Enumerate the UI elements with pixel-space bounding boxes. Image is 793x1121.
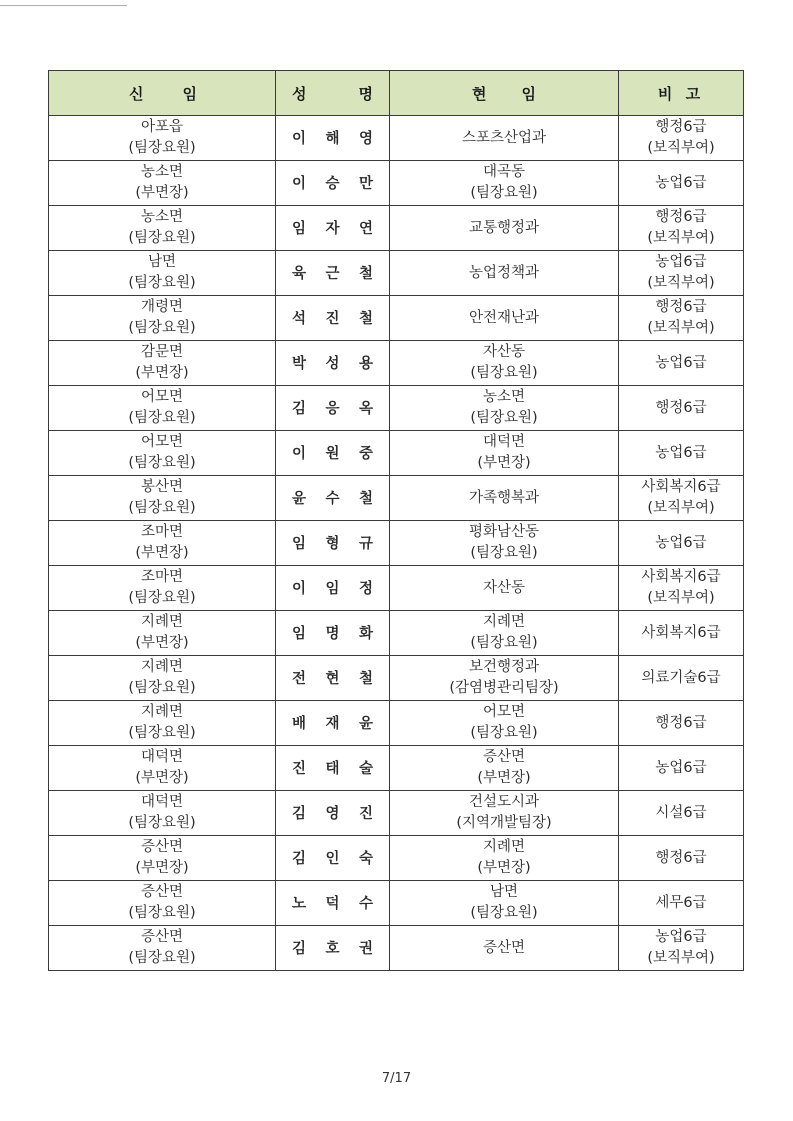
remarks-cell-line: 행정6급 bbox=[655, 399, 707, 416]
table-row bbox=[49, 386, 744, 431]
name-char: 영 bbox=[358, 129, 373, 147]
current-post-cell bbox=[390, 701, 619, 746]
name-char: 김 bbox=[292, 804, 307, 822]
current-post-cell bbox=[390, 206, 619, 251]
new-post-cell-line: 어모면 bbox=[140, 389, 184, 405]
current-post-cell bbox=[390, 881, 619, 926]
name-cell bbox=[276, 476, 390, 521]
name-cell bbox=[276, 701, 390, 746]
new-post-cell-line: (부면장) bbox=[135, 545, 189, 561]
name-char: 노 bbox=[292, 894, 307, 912]
header-new-post-char-1: 신 bbox=[129, 84, 144, 103]
header-new-post-char-2: 임 bbox=[182, 84, 197, 103]
name-char: 철 bbox=[358, 669, 373, 687]
name-char: 현 bbox=[325, 669, 340, 687]
remarks-cell-line: 농업6급 bbox=[655, 444, 707, 461]
new-post-cell-line: (팀장요원) bbox=[128, 590, 196, 606]
name-char: 성 bbox=[325, 354, 340, 372]
name-char: 용 bbox=[358, 354, 373, 372]
current-post-cell bbox=[390, 431, 619, 476]
remarks-cell-line: 세무6급 bbox=[655, 894, 707, 911]
table-row bbox=[49, 206, 744, 251]
current-post-cell-line: 가족행복과 bbox=[468, 489, 540, 506]
remarks-cell bbox=[619, 476, 744, 521]
current-post-cell-line: 자산동 bbox=[482, 344, 526, 360]
name-char: 임 bbox=[325, 579, 340, 597]
new-post-cell bbox=[49, 836, 276, 881]
new-post-cell-line: 지례면 bbox=[140, 659, 184, 675]
remarks-cell bbox=[619, 746, 744, 791]
new-post-cell-line: (팀장요원) bbox=[128, 950, 196, 966]
name-char: 형 bbox=[325, 534, 340, 552]
name-char: 이 bbox=[292, 129, 307, 147]
new-post-cell-line: 농소면 bbox=[140, 164, 184, 180]
name-char: 진 bbox=[325, 309, 340, 327]
current-post-cell-line: 교통행정과 bbox=[468, 219, 540, 236]
remarks-cell-line: 농업6급 bbox=[655, 759, 707, 776]
remarks-cell bbox=[619, 161, 744, 206]
name-char: 재 bbox=[325, 714, 340, 732]
new-post-cell-line: (부면장) bbox=[135, 185, 189, 201]
remarks-cell-line: 농업6급 bbox=[655, 354, 707, 371]
new-post-cell-line: (팀장요원) bbox=[128, 230, 196, 246]
new-post-cell-line: 증산면 bbox=[140, 884, 184, 900]
new-post-cell-line: (부면장) bbox=[135, 860, 189, 876]
new-post-cell-line: (팀장요원) bbox=[128, 320, 196, 336]
remarks-cell-line: (보직부여) bbox=[647, 230, 715, 246]
table-body bbox=[49, 116, 744, 971]
name-char: 임 bbox=[292, 624, 307, 642]
new-post-cell bbox=[49, 206, 276, 251]
table-row bbox=[49, 296, 744, 341]
name-cell bbox=[276, 341, 390, 386]
name-char: 만 bbox=[358, 174, 373, 192]
name-char: 김 bbox=[292, 939, 307, 957]
remarks-cell-line: 농업6급 bbox=[655, 929, 707, 945]
current-post-cell-line: 증산면 bbox=[482, 749, 526, 765]
new-post-cell-line: (팀장요원) bbox=[128, 410, 196, 426]
current-post-cell bbox=[390, 251, 619, 296]
new-post-cell-line: 개령면 bbox=[140, 299, 184, 315]
new-post-cell-line: 봉산면 bbox=[140, 479, 184, 495]
new-post-cell-line: (팀장요원) bbox=[128, 455, 196, 471]
current-post-cell bbox=[390, 386, 619, 431]
name-char: 근 bbox=[325, 264, 340, 282]
header-row bbox=[49, 71, 744, 116]
personnel-roster-table bbox=[48, 70, 744, 971]
remarks-cell-line: 사회복지6급 bbox=[641, 479, 721, 495]
name-char: 수 bbox=[325, 489, 340, 507]
remarks-cell bbox=[619, 566, 744, 611]
remarks-cell-line: 사회복지6급 bbox=[641, 569, 721, 585]
remarks-cell-line: (보직부여) bbox=[647, 950, 715, 966]
new-post-cell-line: 대덕면 bbox=[140, 749, 184, 765]
current-post-cell-line: (팀장요원) bbox=[470, 410, 538, 426]
header-remarks-label: 비 고 bbox=[657, 84, 705, 103]
header-new-post bbox=[49, 71, 276, 116]
new-post-cell-line: (팀장요원) bbox=[128, 680, 196, 696]
current-post-cell bbox=[390, 611, 619, 656]
name-char: 이 bbox=[292, 444, 307, 462]
current-post-cell-line: (팀장요원) bbox=[470, 725, 538, 741]
new-post-cell-line: (팀장요원) bbox=[128, 140, 196, 156]
remarks-cell-line: 사회복지6급 bbox=[641, 624, 721, 641]
current-post-cell-line: 건설도시과 bbox=[468, 794, 540, 810]
name-char: 영 bbox=[325, 804, 340, 822]
current-post-cell-line: 어모면 bbox=[482, 704, 526, 720]
table-row bbox=[49, 881, 744, 926]
remarks-cell-line: 의료기술6급 bbox=[641, 669, 721, 686]
remarks-cell-line: 시설6급 bbox=[655, 804, 707, 821]
name-cell bbox=[276, 881, 390, 926]
new-post-cell-line: 증산면 bbox=[140, 929, 184, 945]
name-char: 김 bbox=[292, 399, 307, 417]
remarks-cell-line: (보직부여) bbox=[647, 590, 715, 606]
new-post-cell-line: (부면장) bbox=[135, 770, 189, 786]
remarks-cell-line: 행정6급 bbox=[655, 119, 707, 135]
current-post-cell-line: 보건행정과 bbox=[468, 659, 540, 675]
current-post-cell-line: (팀장요원) bbox=[470, 185, 538, 201]
table-row bbox=[49, 476, 744, 521]
header-current-post-char-1: 현 bbox=[472, 84, 487, 103]
new-post-cell bbox=[49, 746, 276, 791]
remarks-cell-line: 농업6급 bbox=[655, 534, 707, 551]
name-cell bbox=[276, 521, 390, 566]
table-header bbox=[49, 71, 744, 116]
new-post-cell-line: 농소면 bbox=[140, 209, 184, 225]
name-char: 연 bbox=[358, 219, 373, 237]
table-row bbox=[49, 701, 744, 746]
new-post-cell bbox=[49, 161, 276, 206]
new-post-cell bbox=[49, 881, 276, 926]
remarks-cell bbox=[619, 251, 744, 296]
table-row bbox=[49, 341, 744, 386]
new-post-cell bbox=[49, 521, 276, 566]
remarks-cell-line: 행정6급 bbox=[655, 714, 707, 731]
current-post-cell-line: 지례면 bbox=[482, 839, 526, 855]
name-cell bbox=[276, 161, 390, 206]
top-decorative-rule bbox=[0, 5, 127, 6]
new-post-cell bbox=[49, 701, 276, 746]
name-char: 해 bbox=[325, 129, 340, 147]
name-char: 원 bbox=[325, 444, 340, 462]
table-row bbox=[49, 521, 744, 566]
name-char: 수 bbox=[358, 894, 373, 912]
name-char: 임 bbox=[292, 219, 307, 237]
name-char: 육 bbox=[292, 264, 307, 282]
new-post-cell-line: (부면장) bbox=[135, 635, 189, 651]
name-cell bbox=[276, 656, 390, 701]
remarks-cell-line: (보직부여) bbox=[647, 140, 715, 156]
current-post-cell-line: 농소면 bbox=[482, 389, 526, 405]
name-char: 윤 bbox=[292, 489, 307, 507]
new-post-cell bbox=[49, 431, 276, 476]
name-cell bbox=[276, 386, 390, 431]
new-post-cell bbox=[49, 656, 276, 701]
remarks-cell bbox=[619, 791, 744, 836]
table-row bbox=[49, 431, 744, 476]
name-char: 승 bbox=[325, 174, 340, 192]
table-row bbox=[49, 611, 744, 656]
remarks-cell bbox=[619, 296, 744, 341]
new-post-cell-line: (팀장요원) bbox=[128, 905, 196, 921]
name-char: 철 bbox=[358, 264, 373, 282]
name-cell bbox=[276, 431, 390, 476]
current-post-cell-line: (부면장) bbox=[477, 455, 531, 471]
name-cell bbox=[276, 251, 390, 296]
name-char: 인 bbox=[325, 849, 340, 867]
name-char: 전 bbox=[292, 669, 307, 687]
name-char: 이 bbox=[292, 174, 307, 192]
remarks-cell bbox=[619, 521, 744, 566]
current-post-cell-line: (팀장요원) bbox=[470, 905, 538, 921]
current-post-cell-line: (지역개발팀장) bbox=[456, 815, 552, 831]
new-post-cell bbox=[49, 116, 276, 161]
new-post-cell bbox=[49, 566, 276, 611]
new-post-cell bbox=[49, 476, 276, 521]
table-row bbox=[49, 161, 744, 206]
new-post-cell-line: (팀장요원) bbox=[128, 275, 196, 291]
current-post-cell bbox=[390, 746, 619, 791]
current-post-cell-line: 대덕면 bbox=[482, 434, 526, 450]
name-cell bbox=[276, 116, 390, 161]
new-post-cell bbox=[49, 926, 276, 971]
header-name bbox=[276, 71, 390, 116]
new-post-cell bbox=[49, 386, 276, 431]
new-post-cell-line: 증산면 bbox=[140, 839, 184, 855]
header-current-post bbox=[390, 71, 619, 116]
name-char: 명 bbox=[325, 624, 340, 642]
current-post-cell-line: 증산면 bbox=[482, 939, 526, 956]
name-char: 임 bbox=[292, 534, 307, 552]
current-post-cell bbox=[390, 836, 619, 881]
name-char: 윤 bbox=[358, 714, 373, 732]
new-post-cell bbox=[49, 251, 276, 296]
name-cell bbox=[276, 296, 390, 341]
remarks-cell-line: 행정6급 bbox=[655, 209, 707, 225]
new-post-cell-line: 지례면 bbox=[140, 614, 184, 630]
remarks-cell bbox=[619, 611, 744, 656]
remarks-cell-line: 농업6급 bbox=[655, 174, 707, 191]
table-row bbox=[49, 566, 744, 611]
remarks-cell-line: (보직부여) bbox=[647, 500, 715, 516]
name-char: 중 bbox=[358, 444, 373, 462]
remarks-cell-line: 농업6급 bbox=[655, 254, 707, 270]
name-char: 철 bbox=[358, 309, 373, 327]
name-char: 석 bbox=[292, 309, 307, 327]
name-char: 호 bbox=[325, 939, 340, 957]
current-post-cell bbox=[390, 161, 619, 206]
current-post-cell bbox=[390, 116, 619, 161]
name-char: 박 bbox=[292, 354, 307, 372]
current-post-cell-line: 스포츠산업과 bbox=[461, 129, 547, 146]
name-char: 규 bbox=[358, 534, 373, 552]
name-char: 진 bbox=[292, 759, 307, 777]
table-row bbox=[49, 251, 744, 296]
page-number: 7/17 bbox=[381, 1071, 412, 1086]
new-post-cell-line: 지례면 bbox=[140, 704, 184, 720]
new-post-cell-line: 아포읍 bbox=[140, 119, 184, 135]
remarks-cell-line: 행정6급 bbox=[655, 849, 707, 866]
remarks-cell bbox=[619, 881, 744, 926]
remarks-cell bbox=[619, 701, 744, 746]
new-post-cell-line: 남면 bbox=[147, 254, 176, 270]
name-char: 자 bbox=[325, 219, 340, 237]
remarks-cell bbox=[619, 431, 744, 476]
current-post-cell-line: 지례면 bbox=[482, 614, 526, 630]
new-post-cell-line: 조마면 bbox=[140, 569, 184, 585]
new-post-cell-line: (부면장) bbox=[135, 365, 189, 381]
new-post-cell-line: 조마면 bbox=[140, 524, 184, 540]
table-row bbox=[49, 836, 744, 881]
current-post-cell bbox=[390, 521, 619, 566]
current-post-cell-line: (부면장) bbox=[477, 860, 531, 876]
table-row bbox=[49, 116, 744, 161]
current-post-cell bbox=[390, 341, 619, 386]
name-char: 덕 bbox=[325, 894, 340, 912]
table-row bbox=[49, 926, 744, 971]
header-name-char-2: 명 bbox=[358, 84, 373, 103]
name-char: 이 bbox=[292, 579, 307, 597]
table-row bbox=[49, 791, 744, 836]
new-post-cell-line: (팀장요원) bbox=[128, 815, 196, 831]
current-post-cell bbox=[390, 296, 619, 341]
new-post-cell-line: 감문면 bbox=[140, 344, 184, 360]
current-post-cell-line: (감염병관리팀장) bbox=[449, 680, 559, 696]
remarks-cell bbox=[619, 836, 744, 881]
remarks-cell-line: 행정6급 bbox=[655, 299, 707, 315]
remarks-cell bbox=[619, 386, 744, 431]
name-cell bbox=[276, 611, 390, 656]
new-post-cell bbox=[49, 341, 276, 386]
remarks-cell-line: (보직부여) bbox=[647, 320, 715, 336]
current-post-cell-line: 농업정책과 bbox=[468, 264, 540, 281]
name-char: 김 bbox=[292, 849, 307, 867]
current-post-cell bbox=[390, 566, 619, 611]
name-char: 숙 bbox=[358, 849, 373, 867]
name-char: 응 bbox=[325, 399, 340, 417]
new-post-cell-line: 대덕면 bbox=[140, 794, 184, 810]
current-post-cell-line: 남면 bbox=[489, 884, 518, 900]
name-cell bbox=[276, 746, 390, 791]
remarks-cell bbox=[619, 926, 744, 971]
name-cell bbox=[276, 926, 390, 971]
current-post-cell-line: 평화남산동 bbox=[468, 524, 540, 540]
header-remarks bbox=[619, 71, 744, 116]
name-char: 배 bbox=[292, 714, 307, 732]
new-post-cell-line: (팀장요원) bbox=[128, 500, 196, 516]
current-post-cell-line: (팀장요원) bbox=[470, 365, 538, 381]
new-post-cell bbox=[49, 611, 276, 656]
new-post-cell-line: 어모면 bbox=[140, 434, 184, 450]
name-char: 권 bbox=[358, 939, 373, 957]
remarks-cell-line: (보직부여) bbox=[647, 275, 715, 291]
current-post-cell-line: 자산동 bbox=[482, 579, 526, 596]
header-current-post-char-2: 임 bbox=[521, 84, 536, 103]
current-post-cell bbox=[390, 791, 619, 836]
table-row bbox=[49, 746, 744, 791]
current-post-cell-line: 안전재난과 bbox=[468, 309, 540, 326]
header-name-char-1: 성 bbox=[292, 84, 307, 103]
current-post-cell-line: 대곡동 bbox=[482, 164, 526, 180]
current-post-cell-line: (팀장요원) bbox=[470, 545, 538, 561]
name-cell bbox=[276, 206, 390, 251]
name-char: 철 bbox=[358, 489, 373, 507]
current-post-cell bbox=[390, 926, 619, 971]
remarks-cell bbox=[619, 116, 744, 161]
current-post-cell bbox=[390, 476, 619, 521]
new-post-cell-line: (팀장요원) bbox=[128, 725, 196, 741]
name-cell bbox=[276, 791, 390, 836]
table-row bbox=[49, 656, 744, 701]
name-char: 옥 bbox=[358, 399, 373, 417]
current-post-cell bbox=[390, 656, 619, 701]
new-post-cell bbox=[49, 296, 276, 341]
name-cell bbox=[276, 836, 390, 881]
current-post-cell-line: (팀장요원) bbox=[470, 635, 538, 651]
current-post-cell-line: (부면장) bbox=[477, 770, 531, 786]
name-char: 태 bbox=[325, 759, 340, 777]
remarks-cell bbox=[619, 341, 744, 386]
name-char: 진 bbox=[358, 804, 373, 822]
remarks-cell bbox=[619, 206, 744, 251]
new-post-cell bbox=[49, 791, 276, 836]
name-char: 술 bbox=[358, 759, 373, 777]
remarks-cell bbox=[619, 656, 744, 701]
name-char: 화 bbox=[358, 624, 373, 642]
name-cell bbox=[276, 566, 390, 611]
name-char: 정 bbox=[358, 579, 373, 597]
